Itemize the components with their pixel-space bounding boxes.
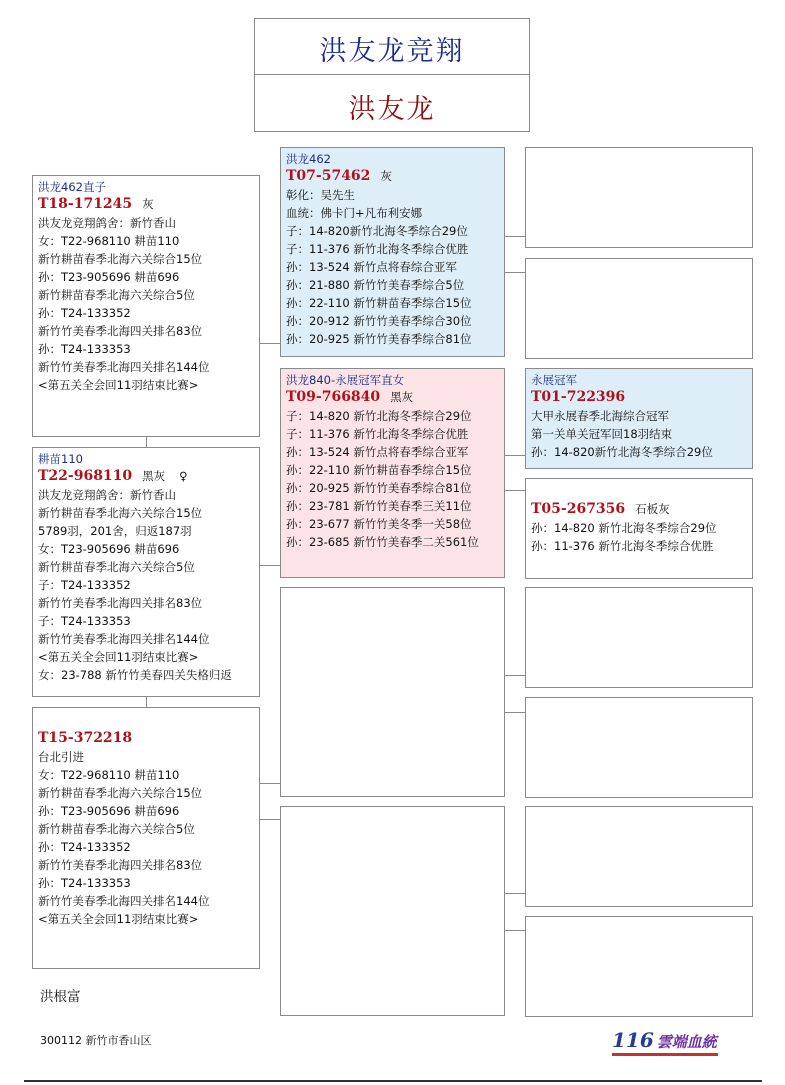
dam-line: 新竹耕苗春季北海六关综合5位	[38, 560, 195, 574]
imported-ring: T15-372218	[38, 730, 133, 746]
sire-dam-line: 孙：23-677 新竹竹美冬季一关58位	[286, 517, 472, 531]
dam-color: 黑灰	[142, 469, 166, 483]
sire-sire-line: 孙：20-912 新竹竹美春季综合30位	[286, 314, 472, 328]
sire-dam-dam-color: 石板灰	[635, 502, 670, 516]
sire-line: 新竹耕苗春季北海六关综合5位	[38, 288, 195, 302]
logo-number: 116	[612, 1028, 654, 1052]
dam-line: 5789羽，201舍，归返187羽	[38, 524, 192, 538]
imported-line: 孙：T24-133353	[38, 876, 131, 890]
dam-line: 子：T24-133353	[38, 614, 131, 628]
imported-line: 台北引进	[38, 750, 84, 764]
sire-dam-dam-line: 孙：11-376 新竹北海冬季综合优胜	[531, 539, 714, 553]
imported-line: 新竹耕苗春季北海六关综合15位	[38, 786, 203, 800]
imported-line: 新竹竹美春季北海四关排名83位	[38, 858, 203, 872]
sire-sire-ring: T07-57462	[286, 168, 371, 184]
sire-dam-sire-ring: T01-722396	[531, 389, 626, 405]
sire-dam-sire-line: 第一关单关冠军回18羽结束	[531, 427, 673, 441]
dam-line: 子：T24-133352	[38, 578, 131, 592]
imported-line: 女：T22-968110 耕苗110	[38, 768, 180, 782]
imported-line: 孙：T24-133352	[38, 840, 131, 854]
sire-card	[32, 175, 260, 437]
imported-line: 新竹耕苗春季北海六关综合5位	[38, 822, 195, 836]
sire-dam-dam-line: 孙：14-820 新竹北海冬季综合29位	[531, 521, 717, 535]
female-sex-icon: ♀	[179, 469, 188, 483]
sire-dam-line: 孙：23-781 新竹竹美春季三关11位	[286, 499, 472, 513]
sire-line: <第五关全会回11羽结束比赛>	[38, 378, 199, 392]
sire-dam-line: 孙：13-524 新竹点将春季综合亚军	[286, 445, 469, 459]
loft-title: 洪友龙竞翔	[319, 36, 465, 67]
dam-line: 洪友龙竞翔鸽舍：新竹香山	[38, 488, 176, 502]
sire-dam-line: 孙：23-685 新竹竹美春季二关561位	[286, 535, 479, 549]
empty-pedigree-box	[280, 806, 505, 1016]
sire-sire-line: 子：11-376 新竹北海冬季综合优胜	[286, 242, 469, 256]
bottom-rule	[24, 1080, 762, 1082]
sire-sire-line: 彰化：吴先生	[286, 188, 355, 202]
sire-dam-sire-card	[525, 368, 753, 469]
empty-pedigree-box	[525, 697, 753, 798]
sire-sire-card	[280, 147, 505, 357]
sire-line: 孙：T24-133353	[38, 342, 131, 356]
owner-title: 洪友龙	[348, 94, 436, 125]
empty-pedigree-box	[525, 147, 753, 248]
sire-line: 新竹耕苗春季北海六关综合15位	[38, 252, 203, 266]
sire-dam-line: 孙：20-925 新竹竹美春季综合81位	[286, 481, 472, 495]
sire-line: 洪友龙竞翔鸽舍：新竹香山	[38, 216, 176, 230]
imported-line: <第五关全会回11羽结束比赛>	[38, 912, 199, 926]
sire-dam-sire-line: 孙：14-820新竹北海冬季综合29位	[531, 445, 713, 459]
sire-dam-ring: T09-766840	[286, 389, 381, 405]
empty-pedigree-box	[525, 258, 753, 359]
owner-address: 300112 新竹市香山区	[40, 1034, 152, 1047]
sire-dam-dam-ring: T05-267356	[531, 501, 626, 517]
logo-text: 雲端血統	[656, 1033, 717, 1051]
dam-card	[32, 447, 260, 697]
sire-line: 孙：T24-133352	[38, 306, 131, 320]
sire-line: 新竹竹美春季北海四关排名83位	[38, 324, 203, 338]
sire-line: 孙：T23-905696 耕苗696	[38, 270, 180, 284]
sire-sire-line: 孙：13-524 新竹点将春综合亚军	[286, 260, 457, 274]
empty-pedigree-box	[525, 806, 753, 907]
sire-header: 洪龙462直子	[38, 180, 106, 194]
imported-line: 新竹竹美春季北海四关排名144位	[38, 894, 210, 908]
sire-dam-line: 孙：22-110 新竹耕苗春季综合15位	[286, 463, 472, 477]
sire-sire-line: 孙：21-880 新竹竹美春季综合5位	[286, 278, 465, 292]
logo	[612, 1028, 717, 1058]
sire-dam-sire-line: 大甲永展春季北海综合冠军	[531, 409, 669, 423]
title-box	[254, 18, 530, 132]
imported-bird-card	[32, 707, 260, 969]
sire-dam-dam-card	[525, 478, 753, 579]
dam-line: <第五关全会回11羽结束比赛>	[38, 650, 199, 664]
owner-name: 洪根富	[40, 989, 81, 1005]
sire-sire-line: 子：14-820新竹北海冬季综合29位	[286, 224, 468, 238]
dam-line: 新竹耕苗春季北海六关综合15位	[38, 506, 203, 520]
empty-pedigree-box	[525, 916, 753, 1017]
sire-sire-line: 孙：20-925 新竹竹美春季综合81位	[286, 332, 472, 346]
sire-sire-line: 孙：22-110 新竹耕苗春季综合15位	[286, 296, 472, 310]
dam-ring: T22-968110	[38, 468, 133, 484]
sire-sire-header: 洪龙462	[286, 152, 331, 166]
sire-sire-line: 血统：佛卡门+凡布利安娜	[286, 206, 423, 220]
sire-ring: T18-171245	[38, 196, 133, 212]
sire-dam-sire-header: 永展冠军	[531, 373, 577, 387]
sire-sire-color: 灰	[380, 169, 392, 183]
sire-dam-line: 子：11-376 新竹北海冬季综合优胜	[286, 427, 469, 441]
sire-color: 灰	[142, 197, 154, 211]
sire-line: 新竹竹美春季北海四关排名144位	[38, 360, 210, 374]
dam-line: 女：T23-905696 耕苗696	[38, 542, 180, 556]
sire-dam-color: 黑灰	[390, 390, 414, 404]
sire-line: 女：T22-968110 耕苗110	[38, 234, 180, 248]
sire-dam-card	[280, 368, 505, 578]
dam-header: 耕苗110	[38, 452, 83, 466]
sire-dam-line: 子：14-820 新竹北海冬季综合29位	[286, 409, 472, 423]
sire-dam-header: 洪龙840-永展冠军直女	[286, 373, 405, 387]
dam-line: 女：23-788 新竹竹美春四关失格归返	[38, 668, 232, 682]
dam-line: 新竹竹美春季北海四关排名144位	[38, 632, 210, 646]
empty-pedigree-box	[525, 587, 753, 688]
empty-pedigree-box	[280, 587, 505, 797]
imported-line: 孙：T23-905696 耕苗696	[38, 804, 180, 818]
dam-line: 新竹竹美春季北海四关排名83位	[38, 596, 203, 610]
